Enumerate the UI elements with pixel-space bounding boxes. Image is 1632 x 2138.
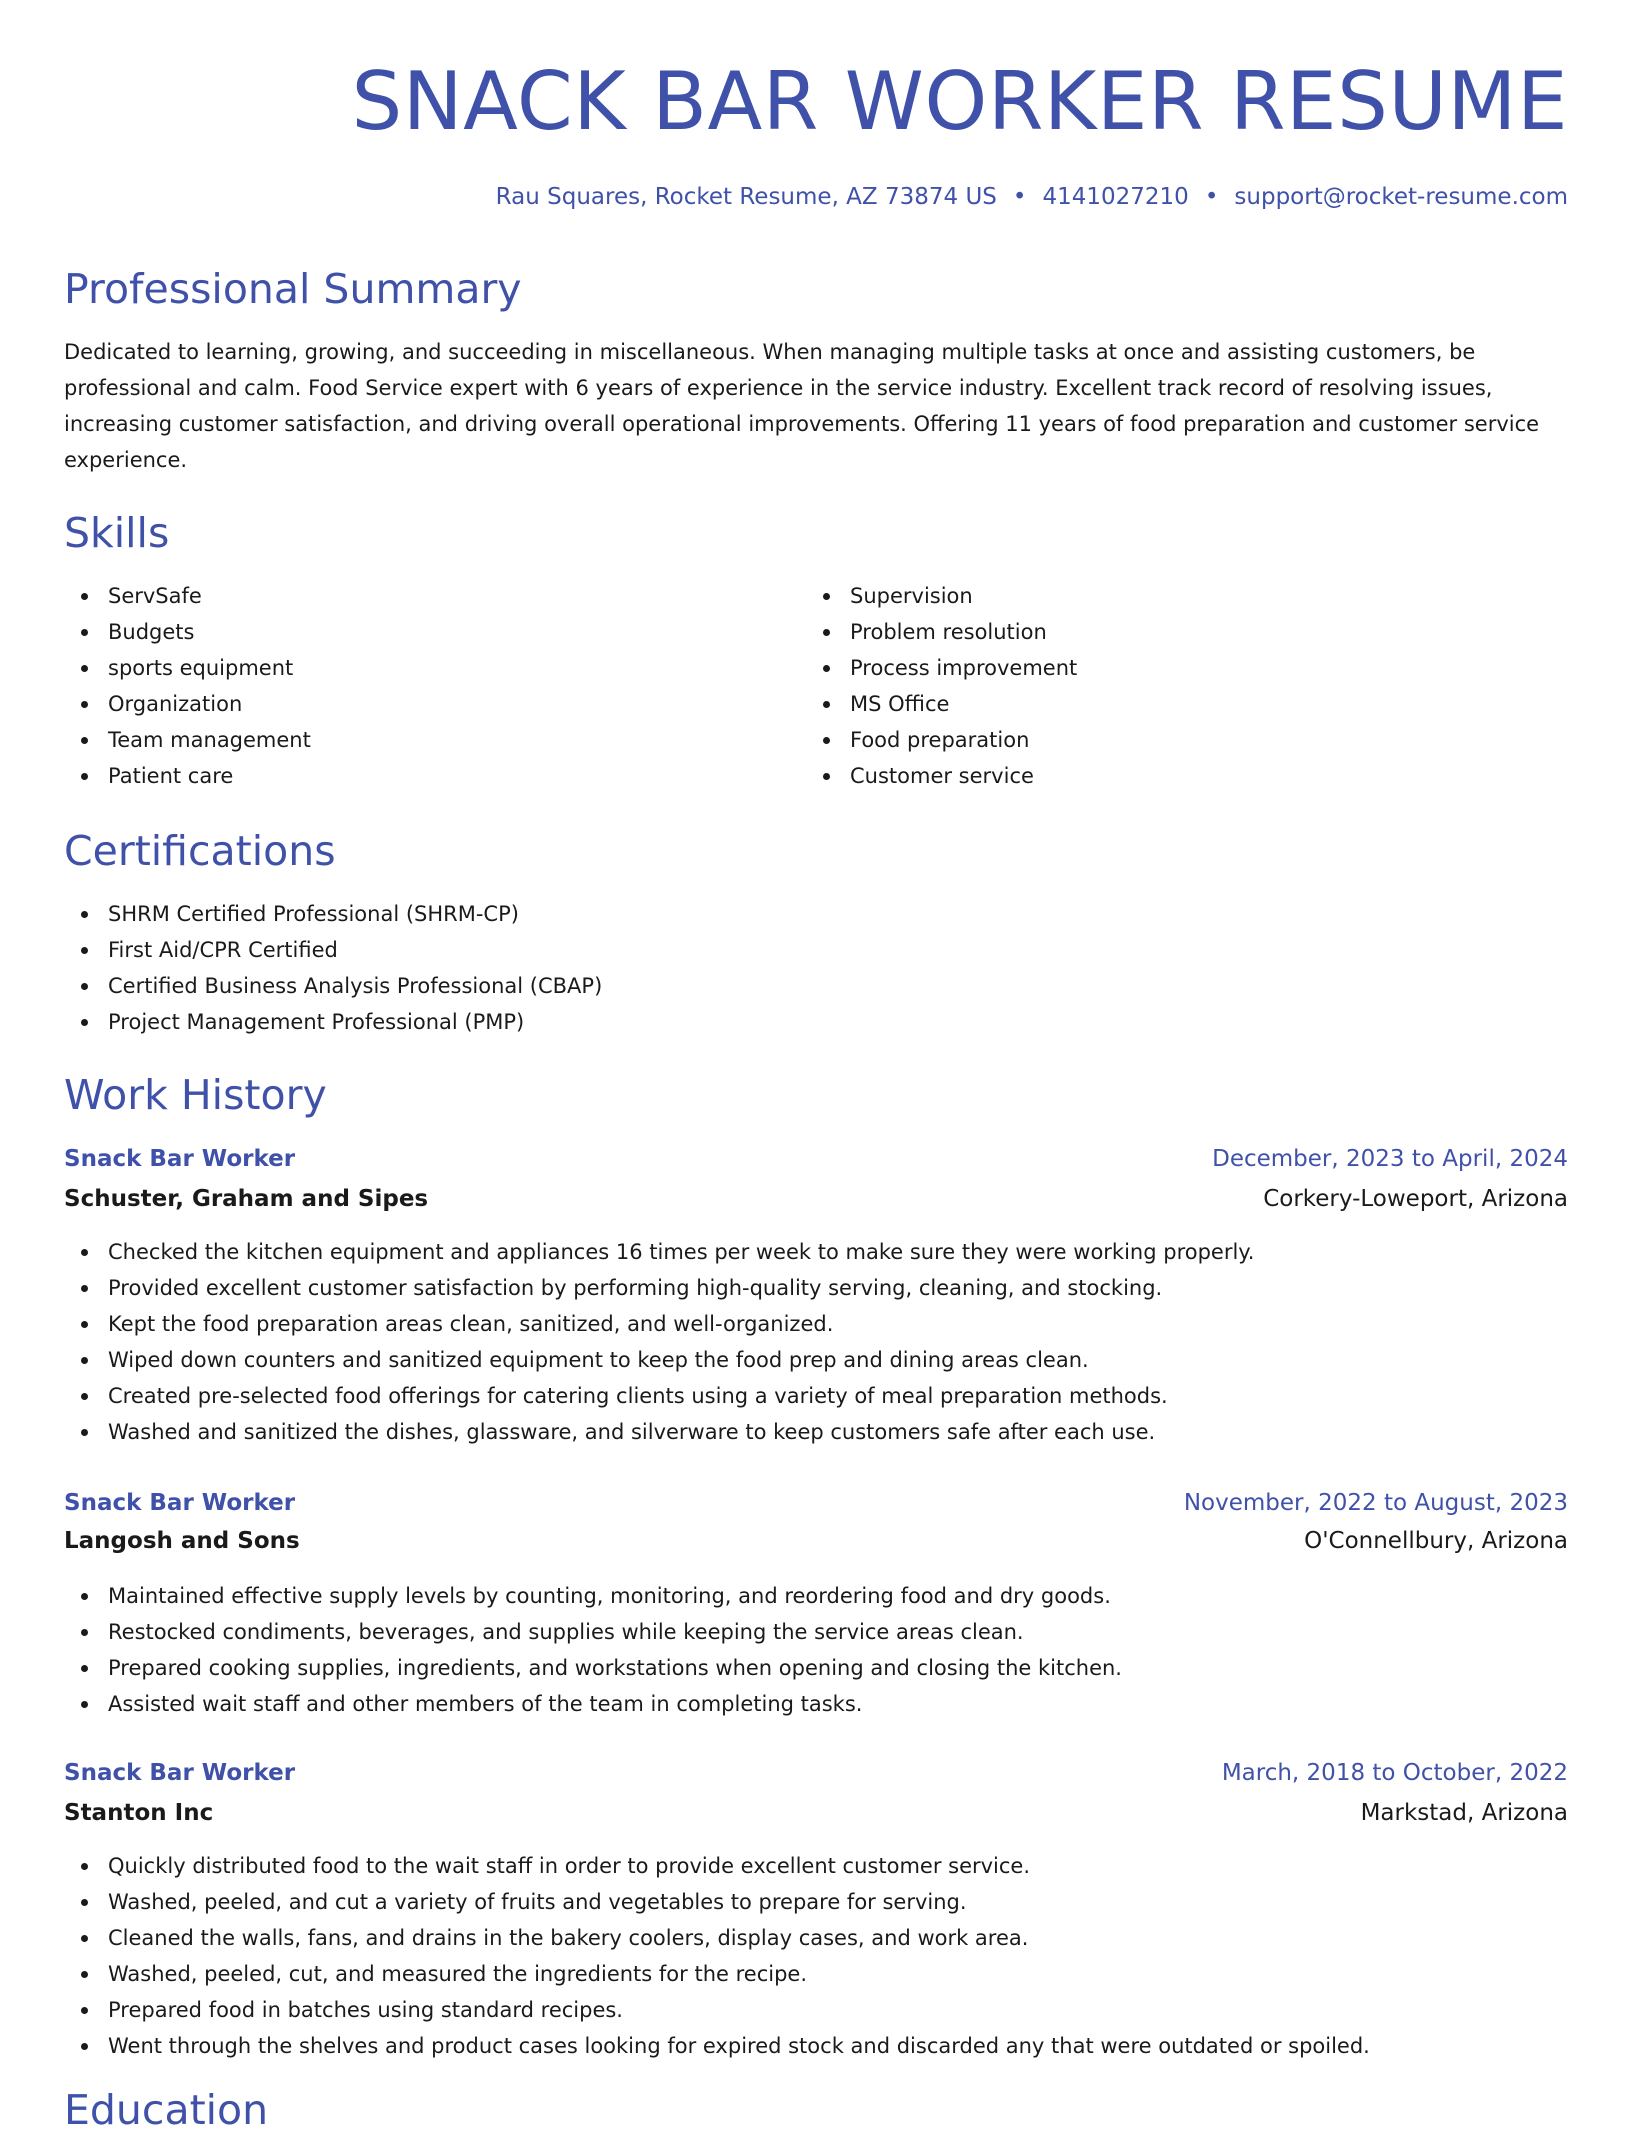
job-company: Langosh and Sons [64,1528,300,1554]
certification-item: Certified Business Analysis Professional (CBAP) [64,968,1568,1004]
job-dates: December, 2023 to April, 2024 [1212,1146,1568,1172]
work-history-heading: Work History [64,1071,327,1119]
job-company: Schuster, Graham and Sipes [64,1186,429,1212]
job-title: Snack Bar Worker [64,1760,296,1786]
job-bullets [64,1578,1568,1722]
skill-item: Supervision [806,578,1506,614]
job-dates: March, 2018 to October, 2022 [1221,1760,1568,1786]
skill-item: Problem resolution [806,614,1506,650]
summary-text: Dedicated to learning, growing, and succeeding in miscellaneous. When managing multiple tasks at once and assisting customers, be professional and calm. Food Service expert with 6 years of experience in the service industry. Excellent track record of resolving issues, increasing customer satisfaction, and driving overall operational improvements. Offering 11 years of food preparation and customer service experience. [64,340,1540,472]
job-location: O'Connellbury, Arizona [1304,1528,1568,1554]
skill-item: sports equipment [64,650,764,686]
job-bullet: Created pre-selected food offerings for catering clients using a variety of meal preparation methods. [64,1378,1568,1414]
job-location: Corkery-Loweport, Arizona [1263,1186,1568,1212]
job-company: Stanton Inc [64,1800,214,1826]
skill-item: Customer service [806,758,1506,794]
job-bullet: Restocked condiments, beverages, and supplies while keeping the service areas clean. [64,1614,1568,1650]
skill-item: Budgets [64,614,764,650]
job-bullet: Washed and sanitized the dishes, glassware, and silverware to keep customers safe after each use. [64,1414,1568,1450]
contact-separator: • [1012,184,1027,210]
skill-item: Process improvement [806,650,1506,686]
certification-item: Project Management Professional (PMP) [64,1004,1568,1040]
job-bullet: Cleaned the walls, fans, and drains in the bakery coolers, display cases, and work area. [64,1920,1568,1956]
job-bullet: Quickly distributed food to the wait staff in order to provide excellent customer service. [64,1848,1568,1884]
skills-heading: Skills [64,509,170,557]
job-bullet: Went through the shelves and product cases looking for expired stock and discarded any that were outdated or spoiled. [64,2028,1568,2064]
contact-email[interactable]: support@rocket-resume.com [1234,184,1568,210]
job-bullet: Maintained effective supply levels by counting, monitoring, and reordering food and dry goods. [64,1578,1568,1614]
skill-item: Team management [64,722,764,758]
job-bullet: Provided excellent customer satisfaction by performing high-quality serving, cleaning, and stocking. [64,1270,1568,1306]
job-title: Snack Bar Worker [64,1146,296,1172]
contact-separator: • [1204,184,1219,210]
skill-item: Organization [64,686,764,722]
summary-heading: Professional Summary [64,265,522,313]
contact-address: Rau Squares, Rocket Resume, AZ 73874 US [495,184,997,210]
skill-item: Patient care [64,758,764,794]
job-bullets [64,1234,1568,1450]
job-bullet: Washed, peeled, and cut a variety of fruits and vegetables to prepare for serving. [64,1884,1568,1920]
certification-item: First Aid/CPR Certified [64,932,1568,968]
job-bullet: Washed, peeled, cut, and measured the ingredients for the recipe. [64,1956,1568,1992]
skill-item: MS Office [806,686,1506,722]
job-bullet: Kept the food preparation areas clean, sanitized, and well-organized. [64,1306,1568,1342]
contact-line [496,180,1568,214]
skills-list-right [806,578,1506,794]
job-title: Snack Bar Worker [64,1490,296,1516]
job-bullets [64,1848,1568,2064]
certifications-list [64,896,1568,1040]
resume-title: SNACK BAR WORKER RESUME [351,55,1568,148]
education-heading: Education [64,2086,269,2134]
skill-item: ServSafe [64,578,764,614]
job-bullet: Checked the kitchen equipment and appliances 16 times per week to make sure they were working properly. [64,1234,1568,1270]
certifications-heading: Certifications [64,827,336,875]
job-dates: November, 2022 to August, 2023 [1183,1490,1568,1516]
job-bullet: Prepared food in batches using standard recipes. [64,1992,1568,2028]
job-bullet: Assisted wait staff and other members of the team in completing tasks. [64,1686,1568,1722]
job-bullet: Prepared cooking supplies, ingredients, and workstations when opening and closing the kitchen. [64,1650,1568,1686]
skills-list-left [64,578,764,794]
contact-phone: 4141027210 [1042,184,1189,210]
job-location: Markstad, Arizona [1360,1800,1568,1826]
certification-item: SHRM Certified Professional (SHRM-CP) [64,896,1568,932]
skill-item: Food preparation [806,722,1506,758]
job-bullet: Wiped down counters and sanitized equipment to keep the food prep and dining areas clean. [64,1342,1568,1378]
